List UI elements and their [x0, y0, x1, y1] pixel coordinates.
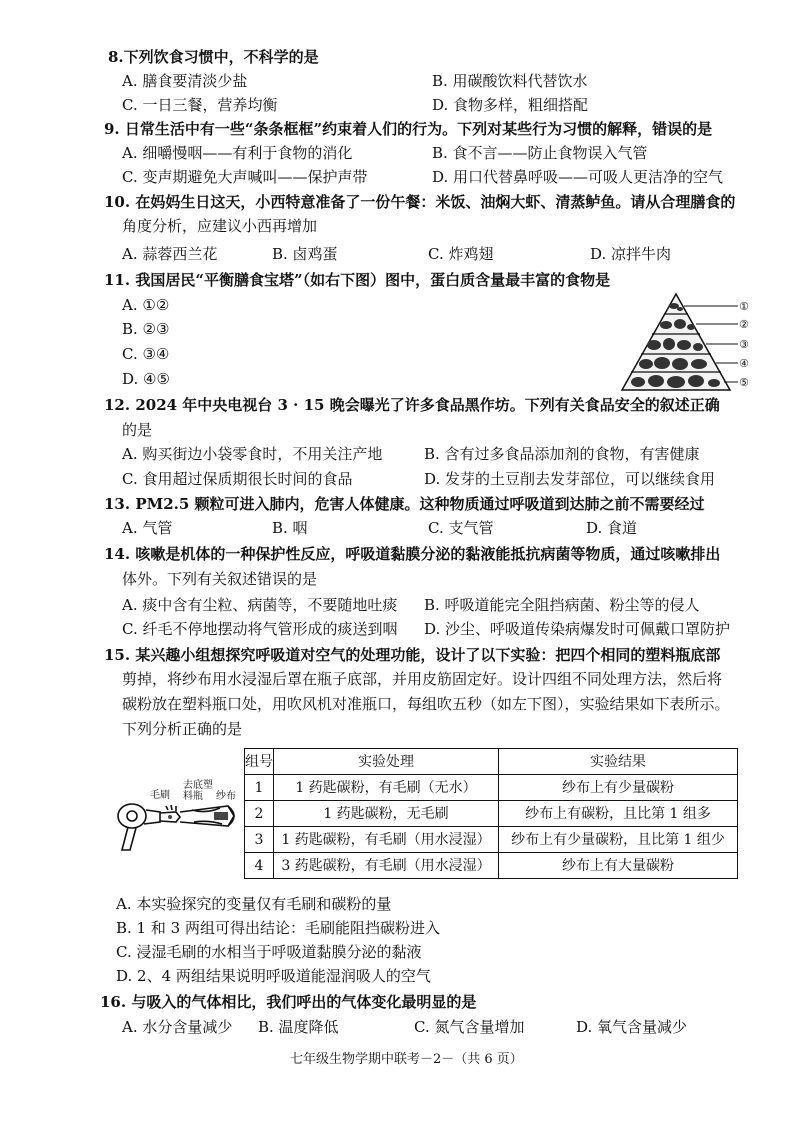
q12-option-b: B. 含有过多食品添加剂的食物，有害健康	[424, 445, 700, 463]
q8-option-b: B. 用碳酸饮料代替饮水	[432, 72, 588, 90]
label-brush: 毛刷	[150, 790, 170, 801]
question-16-stem: 16. 与吸入的气体相比，我们呼出的气体变化最明显的是	[100, 993, 477, 1011]
question-10-stem-line2: 角度分析，应建议小西再增加	[122, 217, 318, 235]
q13-option-b: B. 咽	[272, 519, 308, 537]
question-8-stem: 8.下列饮食习惯中，不科学的是	[108, 48, 319, 66]
q8-option-a: A. 膳食要清淡少盐	[122, 72, 248, 90]
table-header-row	[245, 749, 738, 775]
cell-group: 2	[245, 801, 274, 827]
table-row	[245, 827, 738, 853]
question-15-stem-line4: 下列分析正确的是	[122, 720, 243, 738]
q12-option-c: C. 食用超过保质期很长时间的食品	[122, 470, 353, 488]
q12-option-d: D. 发芽的土豆削去发芽部位，可以继续食用	[424, 470, 716, 488]
q8-option-d: D. 食物多样，粗细搭配	[432, 96, 589, 114]
question-13-stem: 13. PM2.5 颗粒可进入肺内，危害人体健康。这种物质通过呼吸道到达肺之前不需要经过	[104, 495, 705, 513]
q10-option-d: D. 凉拌牛肉	[590, 245, 672, 263]
question-15-stem-line3: 碳粉放在塑料瓶口处，用吹风机对准瓶口，每组吹五秒（如左下图），实验结果如下表所示。	[122, 695, 730, 713]
pyramid-marker-1: ①	[739, 300, 749, 313]
header-result: 实验结果	[499, 749, 738, 775]
table-row	[245, 801, 738, 827]
q15-option-a: A. 本实验探究的变量仅有毛刷和碳粉的量	[116, 895, 392, 913]
question-12-stem-line1: 12. 2024 年中央电视台 3 · 15 晚会曝光了许多食品黑作坊。下列有关食品安全的叙述正确	[104, 396, 720, 414]
q9-option-d: D. 用口代替鼻呼吸——可吸人更洁净的空气	[432, 168, 724, 186]
pyramid-marker-5: ⑤	[739, 376, 749, 389]
q16-option-a: A. 水分含量减少	[122, 1018, 233, 1036]
question-15-stem-line2: 剪掉，将纱布用水浸湿后罩在瓶子底部，并用皮筋固定好。设计四组不同处理方法，然后将	[122, 670, 723, 688]
cell-result: 纱布上有少量碳粉，且比第 1 组少	[499, 827, 738, 853]
experiment-results-table	[244, 748, 738, 879]
q14-option-a: A. 痰中含有尘粒、病菌等，不要随地吐痰	[122, 596, 398, 614]
cell-result: 纱布上有大量碳粉	[499, 853, 738, 879]
q13-option-c: C. 支气管	[428, 519, 494, 537]
header-group-number: 组号	[245, 749, 274, 775]
page-footer: 七年级生物学期中联考－2－（共 6 页）	[290, 1052, 523, 1067]
pyramid-marker-3: ③	[739, 338, 749, 351]
pyramid-marker-2: ②	[739, 318, 749, 331]
table-row	[245, 853, 738, 879]
q13-option-d: D. 食道	[586, 519, 638, 537]
q9-option-b: B. 食不言——防止食物误入气管	[432, 144, 648, 162]
q15-option-d: D. 2、4 两组结果说明呼吸道能湿润吸人的空气	[116, 967, 431, 985]
cell-treatment: 3 药匙碳粉，有毛刷（用水浸湿）	[274, 853, 499, 879]
q14-option-c: C. 纤毛不停地摆动将气管形成的痰送到咽	[122, 620, 398, 638]
q16-option-c: C. 氮气含量增加	[414, 1018, 525, 1036]
pyramid-marker-4: ④	[739, 357, 749, 370]
q12-option-a: A. 购买街边小袋零食时，不用关注产地	[122, 445, 383, 463]
question-10-stem-line1: 10. 在妈妈生日这天，小西特意准备了一份午餐：米饭、油焖大虾、清蒸鲈鱼。请从合理膳食的	[104, 193, 736, 211]
q8-option-c: C. 一日三餐，营养均衡	[122, 96, 278, 114]
question-12-stem-line2: 的是	[122, 421, 153, 439]
q10-option-a: A. 蒜蓉西兰花	[122, 245, 218, 263]
cell-result: 纱布上有碳粉，且比第 1 组多	[499, 801, 738, 827]
q11-option-c: C. ③④	[122, 345, 170, 363]
q11-option-b: B. ②③	[122, 320, 170, 338]
q14-option-d: D. 沙尘、呼吸道传染病爆发时可佩戴口罩防护	[424, 620, 731, 638]
cell-group: 1	[245, 775, 274, 801]
q10-option-c: C. 炸鸡翅	[428, 245, 494, 263]
cell-group: 4	[245, 853, 274, 879]
cell-treatment: 1 药匙碳粉，有毛刷（用水浸湿）	[274, 827, 499, 853]
cell-result: 纱布上有少量碳粉	[499, 775, 738, 801]
question-9-stem: 9. 日常生活中有一些“条条框框”约束着人们的行为。下列对某些行为习惯的解释，错误的是	[104, 120, 713, 138]
q11-option-a: A. ①②	[122, 296, 170, 314]
question-14-stem-line2: 体外。下列有关叙述错误的是	[122, 570, 318, 588]
table-row	[245, 775, 738, 801]
cell-treatment: 1 药匙碳粉，无毛刷	[274, 801, 499, 827]
question-15-stem-line1: 15. 某兴趣小组想探究呼吸道对空气的处理功能，设计了以下实验：把四个相同的塑料瓶底部	[104, 646, 721, 664]
cell-treatment: 1 药匙碳粉，有毛刷（无水）	[274, 775, 499, 801]
q14-option-b: B. 呼吸道能完全阻挡病菌、粉尘等的侵人	[424, 596, 700, 614]
label-gauze: 纱布	[216, 791, 236, 802]
question-14-stem-line1: 14. 咳嗽是机体的一种保护性反应，呼吸道黏膜分泌的黏液能抵抗病菌等物质，通过咳嗽排出	[104, 545, 721, 563]
q16-option-b: B. 温度降低	[258, 1018, 339, 1036]
header-treatment: 实验处理	[274, 749, 499, 775]
question-11-stem: 11. 我国居民“平衡膳食宝塔”（如右下图）图中，蛋白质含量最丰富的食物是	[104, 271, 611, 289]
q13-option-a: A. 气管	[122, 519, 173, 537]
food-pyramid-figure	[614, 292, 752, 396]
q10-option-b: B. 卤鸡蛋	[272, 245, 338, 263]
q9-option-a: A. 细嚼慢咽——有利于食物的消化	[122, 144, 353, 162]
q9-option-c: C. 变声期避免大声喊叫——保护声带	[122, 168, 368, 186]
q16-option-d: D. 氧气含量减少	[576, 1018, 688, 1036]
label-bottomless-bottle: 去底塑料瓶	[183, 780, 213, 802]
q15-option-b: B. 1 和 3 两组可得出结论：毛刷能阻挡碳粉进入	[116, 919, 440, 937]
q11-option-d: D. ④⑤	[122, 370, 170, 388]
cell-group: 3	[245, 827, 274, 853]
q15-option-c: C. 浸湿毛刷的水相当于呼吸道黏膜分泌的黏液	[116, 943, 422, 961]
